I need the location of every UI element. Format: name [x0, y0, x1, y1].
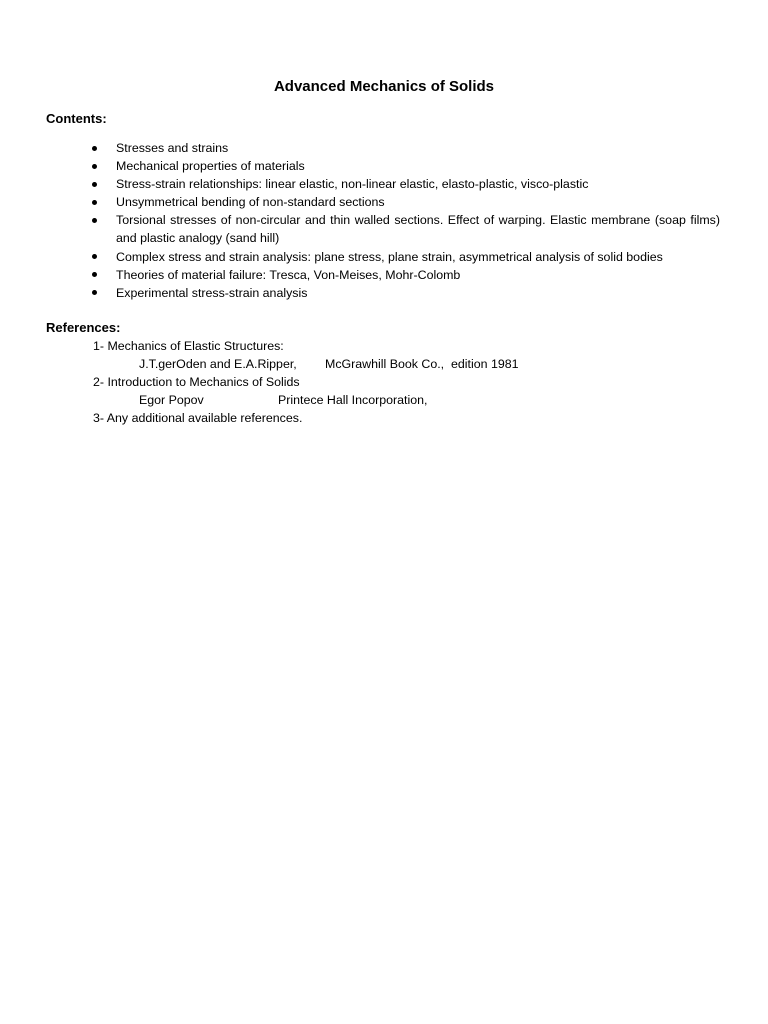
document-title: Advanced Mechanics of Solids	[273, 78, 495, 95]
bullet-icon	[92, 182, 97, 187]
list-item	[90, 193, 720, 211]
list-item-text: Unsymmetrical bending of non-standard sections	[116, 195, 385, 210]
reference-title: 2- Introduction to Mechanics of Solids	[93, 375, 300, 389]
list-item	[90, 266, 720, 284]
reference-title-line	[0, 373, 768, 391]
references-list	[0, 337, 768, 427]
reference-publisher: McGrawhill Book Co., edition 1981	[325, 357, 519, 371]
reference-authors: Egor Popov	[139, 393, 204, 407]
list-item	[90, 139, 720, 157]
list-item-text: Mechanical properties of materials	[116, 159, 305, 174]
list-item-text: Stresses and strains	[116, 141, 229, 155]
bullet-icon	[92, 218, 97, 223]
list-item-text: Experimental stress-strain analysis	[116, 285, 308, 300]
reference-title-line	[0, 409, 768, 427]
list-item	[90, 157, 720, 175]
bullet-icon	[92, 272, 97, 277]
list-item-text: Theories of material failure: Tresca, Von-Meises, Mohr-Colomb	[116, 267, 461, 282]
reference-publisher: Printece Hall Incorporation,	[278, 393, 428, 407]
list-item	[90, 248, 720, 266]
list-item	[90, 284, 720, 302]
reference-title-line	[0, 337, 768, 355]
list-item	[90, 175, 720, 193]
list-item-text: Torsional stresses of non-circular and thin walled sections. Effect of warping. Elastic membrane (soap films) and plastic analogy (sand hill)	[116, 213, 720, 246]
bullet-icon	[92, 164, 97, 169]
reference-detail-line	[0, 391, 768, 409]
reference-title: 3- Any additional available references.	[93, 411, 303, 425]
reference-authors: J.T.gerOden and E.A.Ripper,	[139, 357, 297, 371]
list-item	[90, 211, 720, 247]
references-heading: References:	[46, 320, 121, 335]
bullet-icon	[92, 200, 97, 205]
list-item-text: Complex stress and strain analysis: plane stress, plane strain, asymmetrical analysis of solid bodies	[116, 249, 663, 264]
list-item-text: Stress-strain relationships: linear elastic, non-linear elastic, elasto-plastic, visco-plastic	[116, 177, 589, 192]
bullet-icon	[92, 254, 97, 259]
contents-list	[90, 139, 720, 302]
bullet-icon	[92, 146, 97, 151]
reference-detail-line	[0, 355, 768, 373]
contents-heading: Contents:	[46, 111, 107, 126]
reference-title: 1- Mechanics of Elastic Structures:	[93, 339, 284, 353]
bullet-icon	[92, 290, 97, 295]
